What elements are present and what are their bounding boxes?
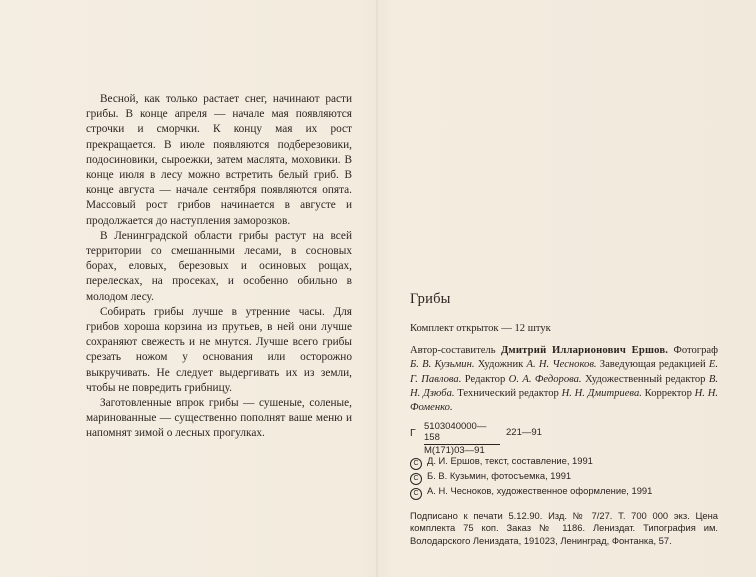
photographer-label: Фотограф [668,345,718,357]
copyright-line [410,455,718,470]
paragraph-preserving: Заготовленные впрок грибы — сушеные, соленые, маринованные — существенно пополнят ваше меню и напомнят зимой о лесных прогулках. [86,397,352,440]
mushroom-season-text [86,92,352,442]
copyright-line [410,485,718,500]
copyright-text: Д. И. Ершов, текст, составление, 1991 [427,455,593,467]
copyright-icon: C [410,488,422,500]
photographer-name: Б. В. Кузьмин. [410,359,475,371]
author-label: Автор-составитель [410,345,501,357]
editor-name: О. А. Федорова. [508,373,582,385]
catalog-index [410,421,718,457]
set-count: Комплект открыток — 12 штук [410,323,551,334]
page-fold [376,0,378,577]
author-name: Дмитрий Илларионович Ершов. [500,345,669,357]
credits-block [410,344,718,415]
art-editor-label: Художественный редактор [581,373,709,385]
paragraph-spring: Весной, как только растает снег, начинают расти грибы. В конце апреля — начале мая появляются строчки и сморчки. К концу мая их рост прекращается. В июле появляются подберезовики, подосиновики, сыроежки, затем маслята, моховики. В конце июля в лесу можно встретить белый гриб. В конце августа — начале сентября появляются опята. Массовый рост грибов начинается в августе и продолжается до наступления заморозков. [86,93,352,227]
paragraph-leningrad-region: В Ленинградской области грибы растут на всей территории со смешанными лесами, в сосновых борах, еловых, березовых и осиновых рощах, перелесках, на просеках, и особенно обильно в молодом лесу. [86,229,352,303]
paragraph-collecting: Собирать грибы лучше в утренние часы. Для грибов хороша корзина из прутьев, в ней они лучше сохраняют свежесть и не мнутся. Лучше всего грибы срезать ножом у основания или осторожно выкручивать. Не следует выдергивать их из земли, чтобы не повредить грибницу. [86,305,352,394]
index-letter: Г [410,427,416,440]
proofreader-name: Н. Н. Фоменко. [410,387,718,414]
copyright-icon: C [410,458,422,470]
copyright-text: А. Н. Чесноков, художественное оформление, 1991 [427,485,653,497]
head-editor-label: Заведующая редакцией [596,359,709,371]
copyright-line [410,470,718,485]
publication-info [398,290,718,547]
art-editor-name: В. Н. Дзюба. [410,373,718,399]
proofreader-label: Корректор [641,387,695,399]
artist-name: А. Н. Чесноков. [526,359,597,371]
artist-label: Художник [474,359,527,371]
copyright-icon: C [410,473,422,485]
editor-label: Редактор [461,373,509,385]
copyright-list [410,455,718,500]
head-editor-name: Е. Г. Павлова. [410,359,718,385]
print-imprint: Подписано к печати 5.12.90. Изд. № 7/27. Т. 700 000 экз. Цена комплекта 75 коп. Заказ № 1186. Лениздат. Типография им. Володарского Лениздата, 191023, Ленинград, Фонтанка, 57. [410,510,718,546]
index-numerator: 5103040000—158 [424,421,500,445]
index-tail: 221—91 [506,427,542,439]
index-denominator: М(171)03—91 [424,445,485,457]
set-title: Грибы [410,291,451,307]
tech-editor-name: Н. Н. Дмитриева. [561,387,642,399]
index-fraction [424,421,500,457]
tech-editor-label: Технический редактор [454,387,562,399]
copyright-text: Б. В. Кузьмин, фотосъемка, 1991 [427,470,572,482]
